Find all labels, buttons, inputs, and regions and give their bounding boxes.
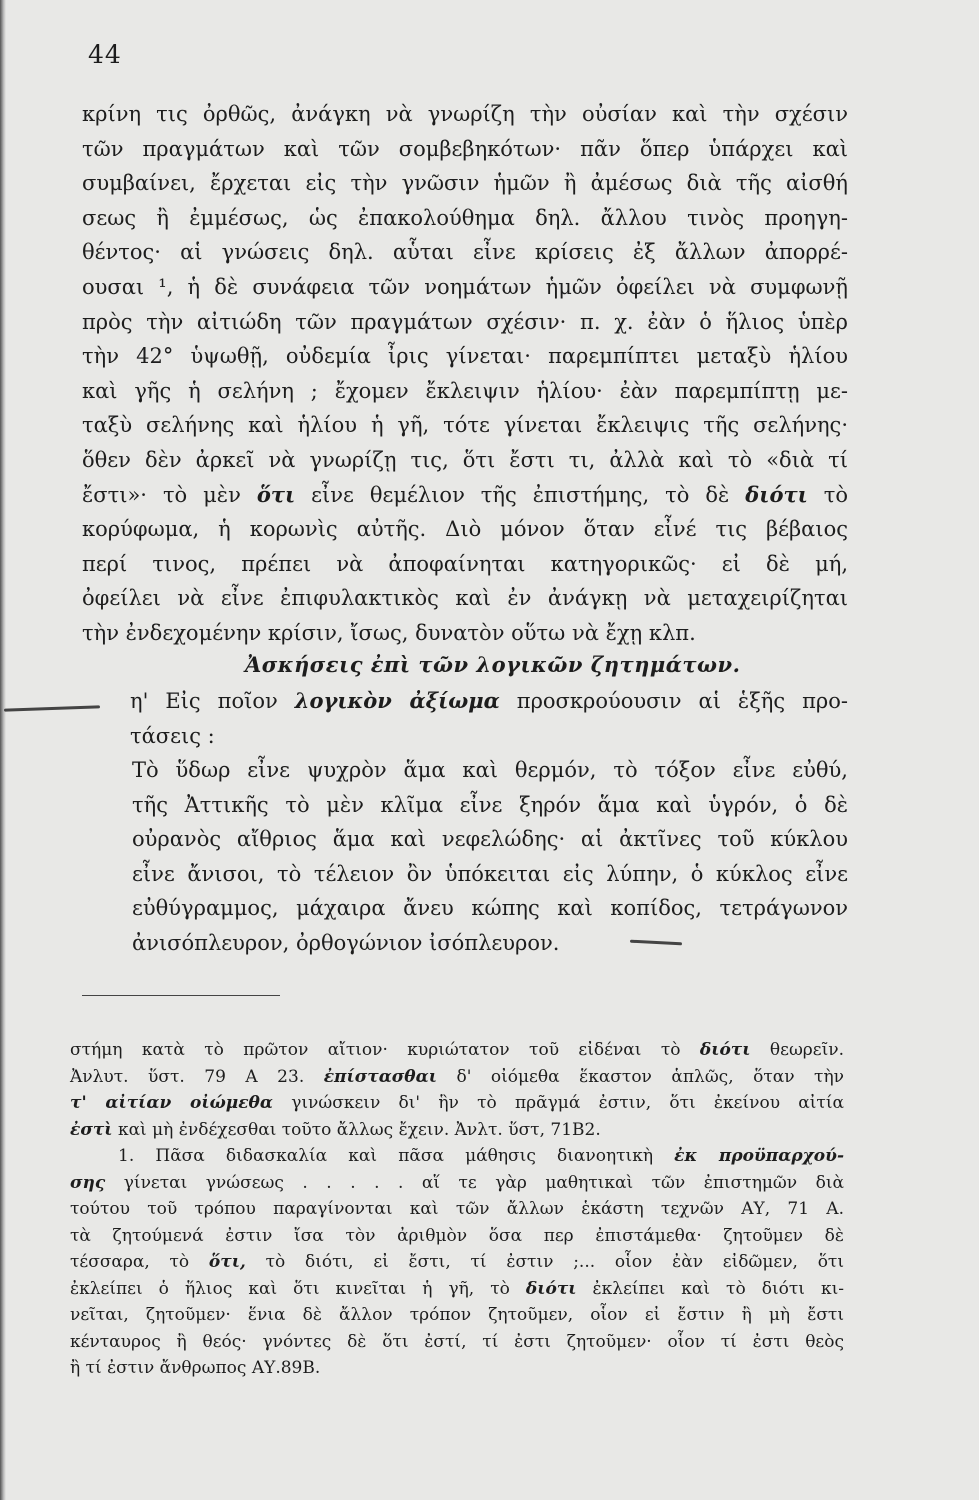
text-segment: ἔστι»· τὸ μὲν xyxy=(82,482,241,507)
footnotes xyxy=(70,1037,844,1382)
footnote-line xyxy=(70,1170,844,1197)
footnote-line xyxy=(70,1037,844,1064)
text-emphasis: ἐκ προϋπαρχού- xyxy=(674,1146,844,1166)
text-line: ὀφείλει νὰ εἶνε ἐπιφυλακτικὸς καὶ ἐν ἀνάγκῃ νὰ μεταχειρίζηται xyxy=(82,586,848,611)
text-line: οὐρανὸς αἴθριος ἅμα καὶ νεφελώδης· αἱ ἀκτῖνες τοῦ κύκλου xyxy=(132,827,848,852)
footnote-line: τὰ ζητούμενά ἐστιν ἴσα τὸν ἀριθμὸν ὅσα περ ἐπιστάμεθα· ζητοῦμεν δὲ xyxy=(70,1225,844,1246)
text-line: ὅθεν δὲν ἀρκεῖ νὰ γνωρίζῃ τις, ὅτι ἔστι τι, ἀλλὰ καὶ τὸ «διὰ τί xyxy=(82,447,848,472)
text-segment: δ' οἰόμεθα ἕκαστον ἁπλῶς, ὅταν τὴν xyxy=(456,1066,844,1087)
text-line: κρίνη τις ὀρθῶς, ἀνάγκη νὰ γνωρίζη τὴν οὐσίαν καὶ τὴν σχέσιν xyxy=(82,102,848,126)
text-line: τὴν 42° ὑψωθῇ, οὐδεμία ἶρις γίνεται· παρεμπίπτει μεταξὺ ἡλίου xyxy=(82,344,848,369)
main-paragraph xyxy=(82,97,848,651)
text-emphasis: διότι xyxy=(699,1040,751,1060)
text-segment: Ἀνλυτ. ὕστ. 79 Α 23. xyxy=(70,1066,305,1087)
text-segment: καὶ μὴ ἐνδέχεσθαι τοῦτο ἄλλως ἔχειν. Ἀνλτ. ὕστ, 71Β2. xyxy=(117,1119,601,1140)
page-edge-shadow xyxy=(0,0,6,1500)
text-line: ἀνισόπλευρον, ὀρθογώνιον ἰσόπλευρον. xyxy=(132,930,560,955)
text-line: εὐθύγραμμος, μάχαιρα ἄνευ κώπης καὶ κοπίδος, τετράγωνον xyxy=(132,896,848,921)
footnote-line xyxy=(70,1249,844,1276)
footnote-line: τούτου τοῦ τρόπου παραγίνονται καὶ τῶν ἄλλων ἑκάστη τεχνῶν ΑΥ, 71 Α. xyxy=(70,1199,844,1219)
text-line: Τὸ ὕδωρ εἶνε ψυχρὸν ἅμα καὶ θερμόν, τὸ τόξον εἶνε εὐθύ, xyxy=(132,758,848,782)
footnote-line xyxy=(70,1276,844,1303)
text-segment: προσκρούουσιν αἱ ἑξῆς προ- xyxy=(516,689,848,713)
footnote-line xyxy=(70,1090,844,1117)
text-segment: τὸ διότι, εἰ ἔστι, τί ἐστιν ;... οἷον ἐὰν εἰδῶμεν, ὅτι xyxy=(265,1252,844,1272)
exercises-heading: Ἀσκήσεις ἐπὶ τῶν λογικῶν ζητημάτων. xyxy=(245,652,741,677)
page-number: 44 xyxy=(88,40,122,69)
text-segment: στήμη κατὰ τὸ πρῶτον αἴτιον· κυριώτατον τοῦ εἰδέναι τὸ xyxy=(70,1040,681,1060)
text-segment: θεωρεῖν. xyxy=(769,1040,845,1060)
emphasis-dioti: διότι xyxy=(745,481,808,507)
text-emphasis: τ' αἰτίαν οἰώμεθα xyxy=(70,1093,273,1113)
text-line: κορύφωμα, ἡ κορωνὶς αὐτῆς. Διὸ μόνον ὅταν εἶνέ τις βέβαιος xyxy=(82,517,848,542)
text-line: καὶ γῆς ἡ σελήνη ; ἔχομεν ἔκλειψιν ἡλίου· ἐὰν παρεμπίπτῃ με- xyxy=(82,378,848,403)
footnote-line xyxy=(70,1064,844,1091)
text-line: ουσαι ¹, ἡ δὲ συνάφεια τῶν νοημάτων ἡμῶν ὀφείλει νὰ συμφωνῇ xyxy=(82,274,848,299)
text-emphasis: ἐπίστασθαι xyxy=(323,1066,437,1087)
text-segment: γίνεται γνώσεως . . . . . αἵ τε γὰρ μαθητικαὶ τῶν ἐπιστημῶν διὰ xyxy=(123,1172,844,1193)
emphasis-oti: ὅτι xyxy=(256,481,296,507)
text-segment: τέσσαρα, τὸ xyxy=(70,1252,190,1272)
text-segment: τὸ xyxy=(823,482,848,507)
text-segment: ἐκλείπει καὶ τὸ διότι κι- xyxy=(592,1278,844,1299)
text-line: συμβαίνει, ἔρχεται εἰς τὴν γνῶσιν ἡμῶν ἢ ἀμέσως διὰ τῆς αἰσθή xyxy=(82,171,848,196)
text-emphasis: ἐστὶ xyxy=(70,1119,113,1140)
text-segment: η' Εἰς ποῖον xyxy=(130,689,278,713)
exercise-propositions xyxy=(132,753,848,961)
exercise-line: τάσεις : xyxy=(130,723,215,748)
text-line: εἶνε ἄνισοι, τὸ τέλειον ὂν ὑπόκειται εἰς λύπην, ὁ κύκλος εἶνε xyxy=(132,861,848,886)
text-line: περί τινος, πρέπει νὰ ἀποφαίνηται κατηγορικῶς· εἰ δὲ μή, xyxy=(82,551,848,576)
text-emphasis: ὅτι, xyxy=(208,1252,246,1272)
footnote-line xyxy=(70,1143,844,1170)
text-segment: εἶνε θεμέλιον τῆς ἐπιστήμης, τὸ δὲ xyxy=(311,482,730,507)
text-line: ταξὺ σελήνης καὶ ἡλίου ἡ γῆ, τότε γίνεται ἔκλειψις τῆς σελήνης· xyxy=(82,413,848,438)
text-line: τῶν πραγμάτων καὶ τῶν σομβεβηκότων· πᾶν ὅπερ ὑπάρχει καὶ xyxy=(82,136,848,161)
text-line: θέντος· αἱ γνώσεις δηλ. αὗται εἶνε κρίσεις ἐξ ἄλλων ἀπορρέ- xyxy=(82,240,848,265)
text-line: πρὸς τὴν αἰτιώδη τῶν πραγμάτων σχέσιν· π. χ. ἐὰν ὁ ἥλιος ὑπὲρ xyxy=(82,309,848,334)
text-line-emphasis xyxy=(82,478,848,513)
exercise-line xyxy=(82,684,848,719)
text-line: τὴν ἐνδεχομένην κρίσιν, ἴσως, δυνατὸν οὕτω νὰ ἔχῃ κλπ. xyxy=(82,620,696,645)
text-segment: 1. Πᾶσα διδασκαλία καὶ πᾶσα μάθησις διανοητικὴ xyxy=(118,1146,654,1166)
exercise-question xyxy=(82,684,848,753)
footnote-divider xyxy=(82,995,280,996)
footnote-line: κένταυρος ἢ θεός· γνόντες δὲ ὅτι ἐστί, τί ἐστι ζητοῦμεν· οἷον τί ἐστι θεὸς xyxy=(70,1331,844,1352)
text-emphasis: σης xyxy=(70,1172,106,1193)
footnote-line: νεῖται, ζητοῦμεν· ἕνια δὲ ἄλλον τρόπον ζητοῦμεν, οἷον εἰ ἔστιν ἢ μὴ ἔστι xyxy=(70,1305,844,1325)
text-emphasis: διότι xyxy=(525,1278,577,1299)
emphasis-logical-axiom: λογικὸν ἀξίωμα xyxy=(294,688,500,713)
text-segment: ἐκλείπει ὁ ἥλιος καὶ ὅτι κινεῖται ἡ γῆ, τὸ xyxy=(70,1278,510,1299)
text-line: σεως ἢ ἐμμέσως, ὡς ἐπακολούθημα δηλ. ἄλλου τινὸς προηγη- xyxy=(82,205,848,230)
text-segment: γινώσκειν δι' ἣν τὸ πρᾶγμά ἐστιν, ὅτι ἐκείνου αἰτία xyxy=(291,1093,844,1113)
footnote-line: ἢ τί ἐστιν ἄνθρωπος ΑΥ.89Β. xyxy=(70,1358,321,1378)
text-line: τῆς Ἀττικῆς τὸ μὲν κλῖμα εἶνε ξηρόν ἅμα καὶ ὑγρόν, ὁ δὲ xyxy=(132,792,848,817)
footnote-line xyxy=(70,1117,844,1144)
